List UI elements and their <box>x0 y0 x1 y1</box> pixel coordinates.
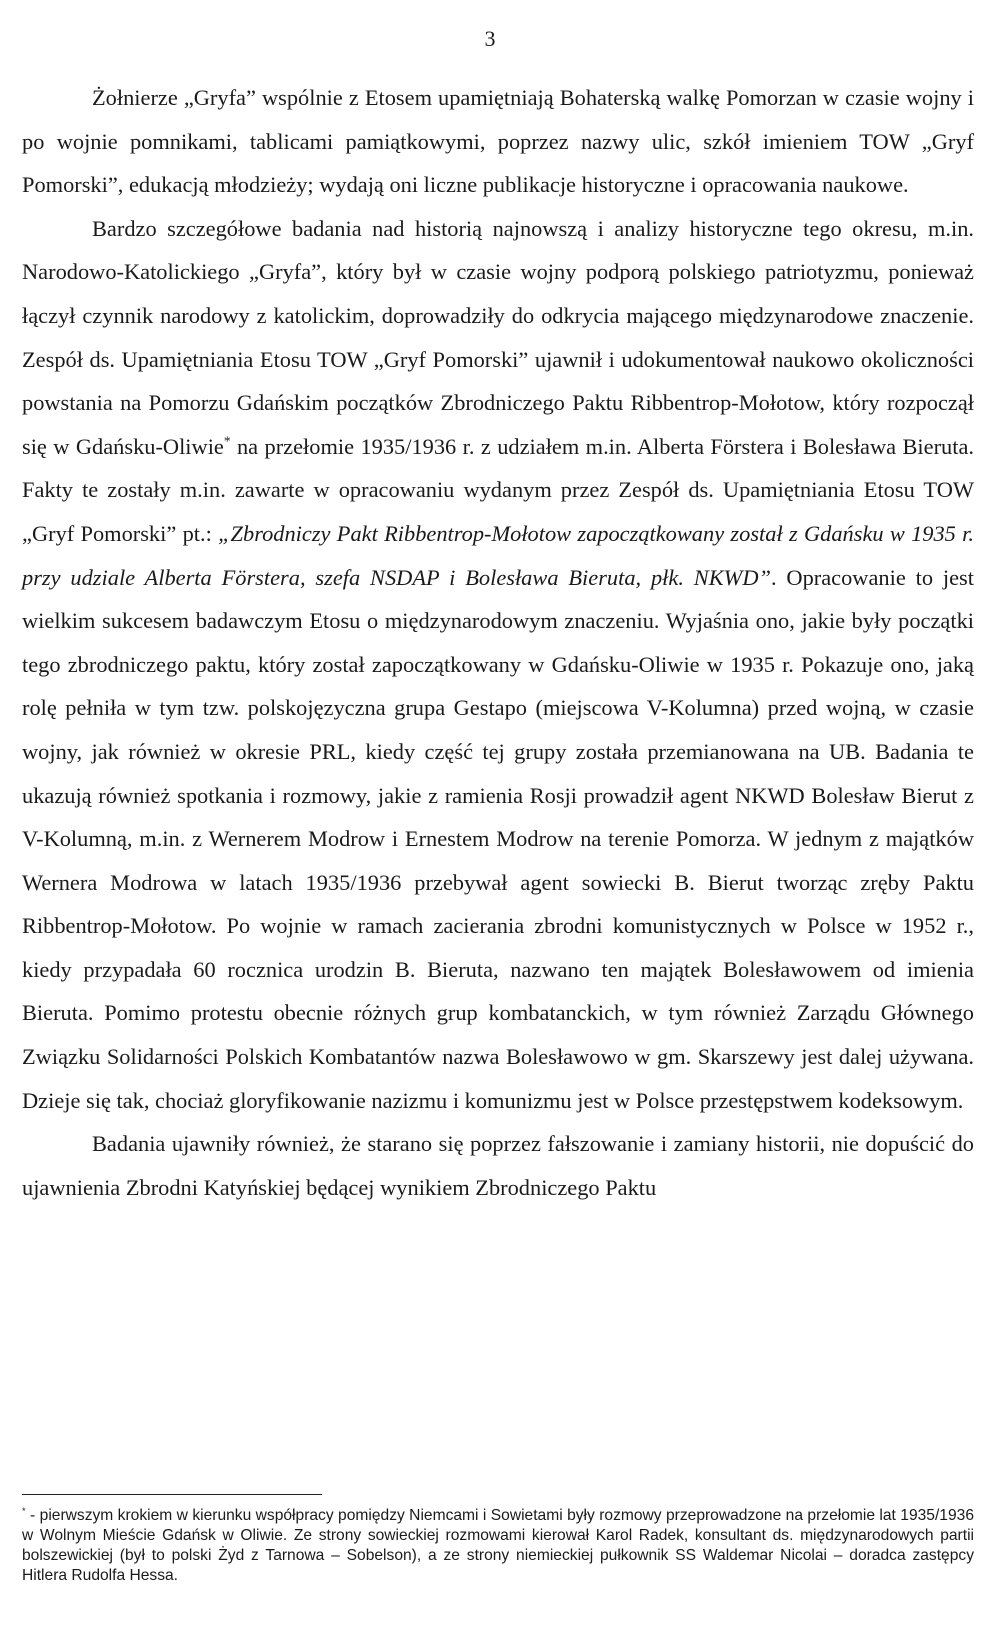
body-text <box>22 76 974 1209</box>
paragraph-2 <box>22 207 974 1122</box>
paragraph-2-part-a: Bardzo szczegółowe badania nad historią najnowszą i analizy historyczne tego okresu, m.in. Narodowo-Katolickiego „Gryfa”, który był w czasie wojny podporą polskiego patriotyzmu, ponieważ łączył czynnik narodowy z katolickim, doprowadziły do odkrycia mającego międzynarodowe znaczenie. Zespół ds. Upamiętniania Etosu TOW „Gryf Pomorski” ujawnił i udokumentował naukowo okoliczności powstania na Pomorzu Gdańskim początków Zbrodniczego Paktu Ribbentrop-Mołotow, który rozpoczął się w Gdańsku-Oliwie <box>22 215 974 459</box>
paragraph-1: Żołnierze „Gryfa” wspólnie z Etosem upamiętniają Bohaterską walkę Pomorzan w czasie wojny i po wojnie pomnikami, tablicami pamiątkowymi, poprzez nazwy ulic, szkół imieniem TOW „Gryf Pomorski”, edukacją młodzieży; wydają oni liczne publikacje historyczne i opracowania naukowe. <box>22 85 974 198</box>
footnote-text: - pierwszym krokiem w kierunku współpracy pomiędzy Niemcami i Sowietami były rozmowy przeprowadzone na przełomie lat 1935/1936 w Wolnym Mieście Gdańsk w Oliwie. Ze strony sowieckiej rozmowami kierował Karol Radek, konsultant ds. międzynarodowych partii bolszewickiej (był to polski Żyd z Tarnowa – Sobelson), a ze strony niemieckiej pułkownik SS Waldemar Nicolai – doradca zastępcy Hitlera Rudolfa Hessa. <box>22 1507 974 1584</box>
paragraph-3: Badania ujawniły również, że starano się poprzez fałszowanie i zamiany historii, nie dopuścić do ujawnienia Zbrodni Katyńskiej będącej wynikiem Zbrodniczego Paktu <box>22 1131 974 1200</box>
footnote-reference: * <box>223 433 231 449</box>
footnote-separator <box>22 1494 322 1495</box>
page-number: 3 <box>484 26 496 51</box>
footnote <box>22 1506 974 1586</box>
paragraph-2-part-c: . Opracowanie to jest wielkim sukcesem badawczym Etosu o międzynarodowym znaczeniu. Wyjaśnia ono, jakie były początki tego zbrodniczego paktu, który został zapoczątkowany w Gdańsku-Oliwie w 1935 r. Pokazuje ono, jaką rolę pełniła w tym tzw. polskojęzyczna grupa Gestapo (miejscowa V-Kolumna) przed wojną, w czasie wojny, jak również w okresie PRL, kiedy część tej grupy została przemianowana na UB. Badania te ukazują również spotkania i rozmowy, jakie z ramienia Rosji prowadził agent NKWD Bolesław Bierut z V-Kolumną, m.in. z Wernerem Modrow i Ernestem Modrow na terenie Pomorza. W jednym z majątków Wernera Modrowa w latach 1935/1936 przebywał agent sowiecki B. Bierut tworząc zręby Paktu Ribbentrop-Mołotow. Po wojnie w ramach zacierania zbrodni komunistycznych w Polsce w 1952 r., kiedy przypadała 60 rocznica urodzin B. Bieruta, nazwano ten majątek Bolesławowem od imienia Bieruta. Pomimo protestu obecnie różnych grup kombatanckich, w tym również Zarządu Głównego Związku Solidarności Polskich Kombatantów nazwa Bolesławowo w gm. Skarszewy jest dalej używana. Dzieje się tak, chociaż gloryfikowanie nazizmu i komunizmu jest w Polsce przestępstwem kodeksowym. <box>22 564 974 1113</box>
footnote-marker: * <box>22 1505 26 1516</box>
paragraph-2-part-b: na przełomie 1935/1936 r. z udziałem m.in. Alberta Förstera i Bolesława Bieruta. Fakty te zostały m.in. zawarte w opracowaniu wydanym przez Zespół ds. Upamiętniania Etosu TOW „Gryf Pomorski” pt.: <box>22 433 974 546</box>
publication-title: „Zbrodniczy Pakt Ribbentrop-Mołotow zapoczątkowany został z Gdańsku w 1935 r. przy udziale Alberta Förstera, szefa NSDAP i Bolesława Bieruta, płk. NKWD” <box>22 520 974 590</box>
